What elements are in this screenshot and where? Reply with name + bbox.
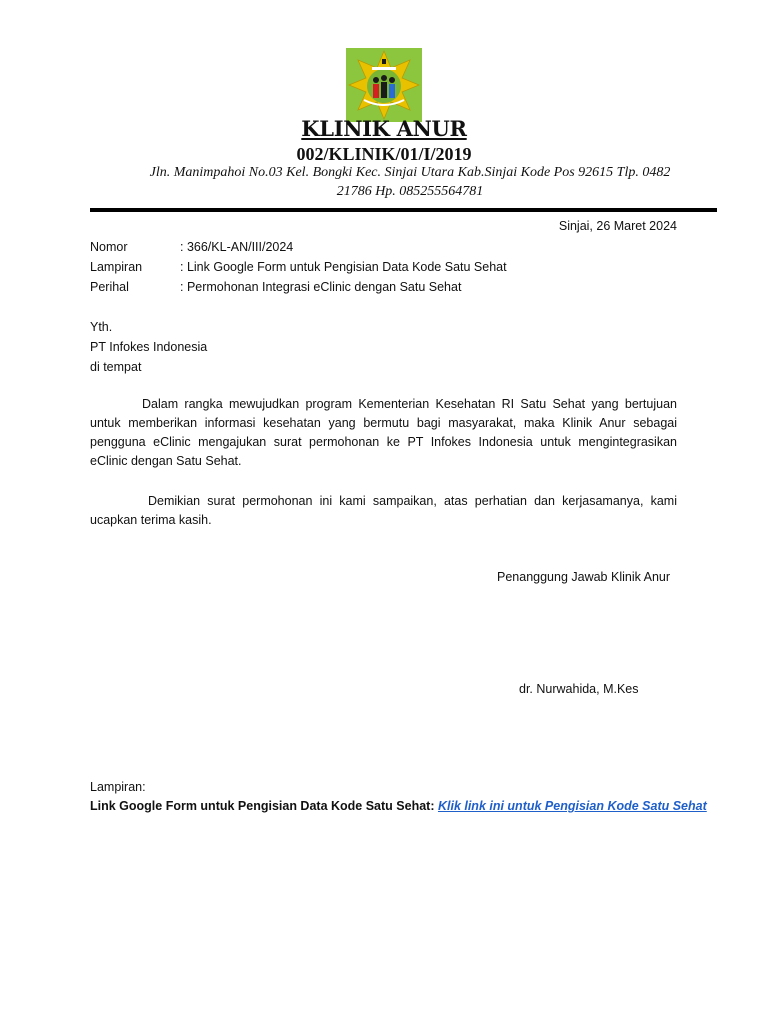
attachment-heading: Lampiran:: [90, 780, 146, 794]
clinic-name: KLINIK ANUR: [301, 116, 467, 141]
letter-date: Sinjai, 26 Maret 2024: [558, 219, 677, 233]
letter-meta: [90, 238, 507, 298]
registration-number: 002/KLINIK/01/I/2019: [296, 144, 472, 164]
clinic-logo-icon: [346, 48, 422, 122]
meta-row-perihal: [90, 278, 507, 298]
address-line-1: Jln. Manimpahoi No.03 Kel. Bongki Kec. Sinjai Utara Kab.Sinjai Kode Pos 92615 Tlp. 0482: [149, 165, 671, 180]
meta-value: : Permohonan Integrasi eClinic dengan Satu Sehat: [180, 280, 462, 294]
letterhead-divider: [90, 208, 717, 212]
signature-title: Penanggung Jawab Klinik Anur: [497, 570, 671, 584]
body-paragraph-2: Demikian surat permohonan ini kami sampaikan, atas perhatian dan kerjasamanya, kami ucapkan terima kasih.: [90, 494, 677, 527]
meta-label: Nomor: [90, 240, 128, 254]
attachment-line: [90, 799, 707, 813]
clinic-address: [130, 163, 690, 201]
attachment-label: Link Google Form untuk Pengisian Data Kode Satu Sehat:: [90, 799, 438, 813]
meta-value: : 366/KL-AN/III/2024: [180, 240, 294, 254]
recipient-name: PT Infokes Indonesia: [90, 340, 208, 354]
meta-label: Lampiran: [90, 260, 143, 274]
google-form-link[interactable]: Klik link ini untuk Pengisian Kode Satu Sehat: [437, 799, 707, 813]
meta-label: Perihal: [90, 280, 129, 294]
recipient-block: [90, 317, 207, 377]
recipient-salutation: Yth.: [90, 320, 113, 334]
body-paragraph-1: Dalam rangka mewujudkan program Kementerian Kesehatan RI Satu Sehat yang bertujuan untuk memberikan informasi kesehatan yang bermutu bagi masyarakat, maka Klinik Anur sebagai pengguna eClinic mengajukan surat permohonan ke PT Infokes Indonesia untuk mengintegrasikan eClinic dengan Satu Sehat.: [90, 397, 677, 468]
meta-row-nomor: [90, 238, 507, 258]
recipient-place: di tempat: [90, 360, 142, 374]
meta-row-lampiran: [90, 258, 507, 278]
meta-value: : Link Google Form untuk Pengisian Data Kode Satu Sehat: [180, 260, 507, 274]
address-line-2: 21786 Hp. 085255564781: [336, 184, 484, 199]
signature-name: dr. Nurwahida, M.Kes: [519, 682, 639, 696]
